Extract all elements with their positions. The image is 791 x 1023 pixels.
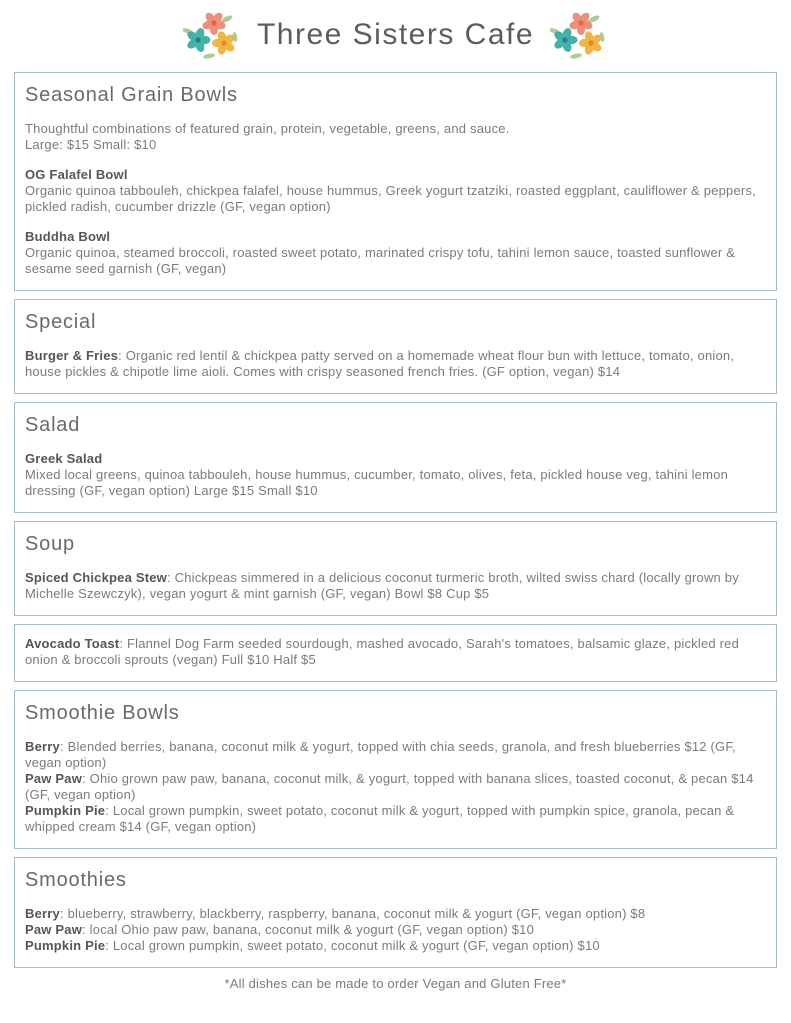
page-header xyxy=(0,0,791,72)
menu-item xyxy=(25,938,764,954)
menu-item xyxy=(25,771,764,803)
item-name: Paw Paw xyxy=(25,771,83,786)
menu-item xyxy=(25,739,764,771)
item-name: Greek Salad xyxy=(25,451,103,466)
flower-bouquet-icon xyxy=(550,10,608,60)
menu-sections xyxy=(0,72,791,968)
flower-bouquet-icon xyxy=(183,10,241,60)
menu-section xyxy=(14,72,777,291)
item-name: Avocado Toast xyxy=(25,636,120,651)
menu-section xyxy=(14,402,777,513)
menu-section xyxy=(14,299,777,394)
menu-item xyxy=(25,348,764,380)
item-name: Spiced Chickpea Stew xyxy=(25,570,167,585)
item-description: : local Ohio paw paw, banana, coconut milk & yogurt (GF, vegan option) $10 xyxy=(82,922,535,937)
menu-section xyxy=(14,521,777,616)
item-description: : Organic red lentil & chickpea patty served on a homemade wheat flour bun with lettuce, tomato, onion, house pickles & chipotle lime aioli. Comes with crispy seasoned french fries. (GF option, vegan) $14 xyxy=(25,348,735,379)
menu-item xyxy=(25,167,764,215)
item-name: Burger & Fries xyxy=(25,348,119,363)
menu-section xyxy=(14,857,777,968)
intro-line: Large: $15 Small: $10 xyxy=(25,137,157,152)
section-heading: Salad xyxy=(25,414,81,436)
menu-item xyxy=(25,229,764,277)
footer-note: *All dishes can be made to order Vegan and Gluten Free* xyxy=(224,976,567,991)
menu-item xyxy=(25,570,764,602)
menu-item xyxy=(25,451,764,499)
section-intro xyxy=(25,121,764,153)
item-name: OG Falafel Bowl xyxy=(25,167,128,182)
item-name: Berry xyxy=(25,739,60,754)
section-heading: Seasonal Grain Bowls xyxy=(25,84,238,106)
menu-item xyxy=(25,803,764,835)
menu-section xyxy=(14,624,777,682)
item-name: Berry xyxy=(25,906,60,921)
item-description: Organic quinoa, steamed broccoli, roasted sweet potato, marinated crispy tofu, tahini lemon sauce, toasted sunflower & sesame seed garnish (GF, vegan) xyxy=(25,245,736,276)
item-name: Pumpkin Pie xyxy=(25,938,106,953)
item-description: : Flannel Dog Farm seeded sourdough, mashed avocado, Sarah's tomatoes, balsamic glaze, pickled red onion & broccoli sprouts (vegan) Full $10 Half $5 xyxy=(25,636,740,667)
menu-item xyxy=(25,906,764,922)
section-heading: Smoothie Bowls xyxy=(25,702,180,724)
item-name: Pumpkin Pie xyxy=(25,803,106,818)
item-description: : Ohio grown paw paw, banana, coconut milk, & yogurt, topped with banana slices, toasted coconut, & pecan $14 (GF, vegan option) xyxy=(25,771,754,802)
menu-item xyxy=(25,922,764,938)
item-description: : Local grown pumpkin, sweet potato, coconut milk & yogurt (GF, vegan option) $10 xyxy=(105,938,600,953)
item-description: : Blended berries, banana, coconut milk & yogurt, topped with chia seeds, granola, and fresh blueberries $12 (GF, vegan option) xyxy=(25,739,736,770)
menu-section xyxy=(14,690,777,849)
section-heading: Special xyxy=(25,311,97,333)
item-description: : Chickpeas simmered in a delicious coconut turmeric broth, wilted swiss chard (locally grown by Michelle Szewczyk), vegan yogurt & mint garnish (GF, vegan) Bowl $8 Cup $5 xyxy=(25,570,739,601)
item-name: Paw Paw xyxy=(25,922,83,937)
page-title: Three Sisters Cafe xyxy=(256,18,535,51)
item-description: : Local grown pumpkin, sweet potato, coconut milk & yogurt, topped with pumpkin spice, granola, pecan & whipped cream $14 (GF, vegan option) xyxy=(25,803,735,834)
intro-line: Thoughtful combinations of featured grain, protein, vegetable, greens, and sauce. xyxy=(25,121,510,136)
item-description: Organic quinoa tabbouleh, chickpea falafel, house hummus, Greek yogurt tzatziki, roasted eggplant, cauliflower & peppers, pickled radish, cucumber drizzle (GF, vegan option) xyxy=(25,183,756,214)
item-description: : blueberry, strawberry, blackberry, raspberry, banana, coconut milk & yogurt (GF, vegan option) $8 xyxy=(59,906,646,921)
item-name: Buddha Bowl xyxy=(25,229,111,244)
menu-item xyxy=(25,636,764,668)
section-heading: Soup xyxy=(25,533,75,555)
section-heading: Smoothies xyxy=(25,869,127,891)
item-description: Mixed local greens, quinoa tabbouleh, house hummus, cucumber, tomato, olives, feta, pickled house veg, tahini lemon dressing (GF, vegan option) Large $15 Small $10 xyxy=(25,467,729,498)
